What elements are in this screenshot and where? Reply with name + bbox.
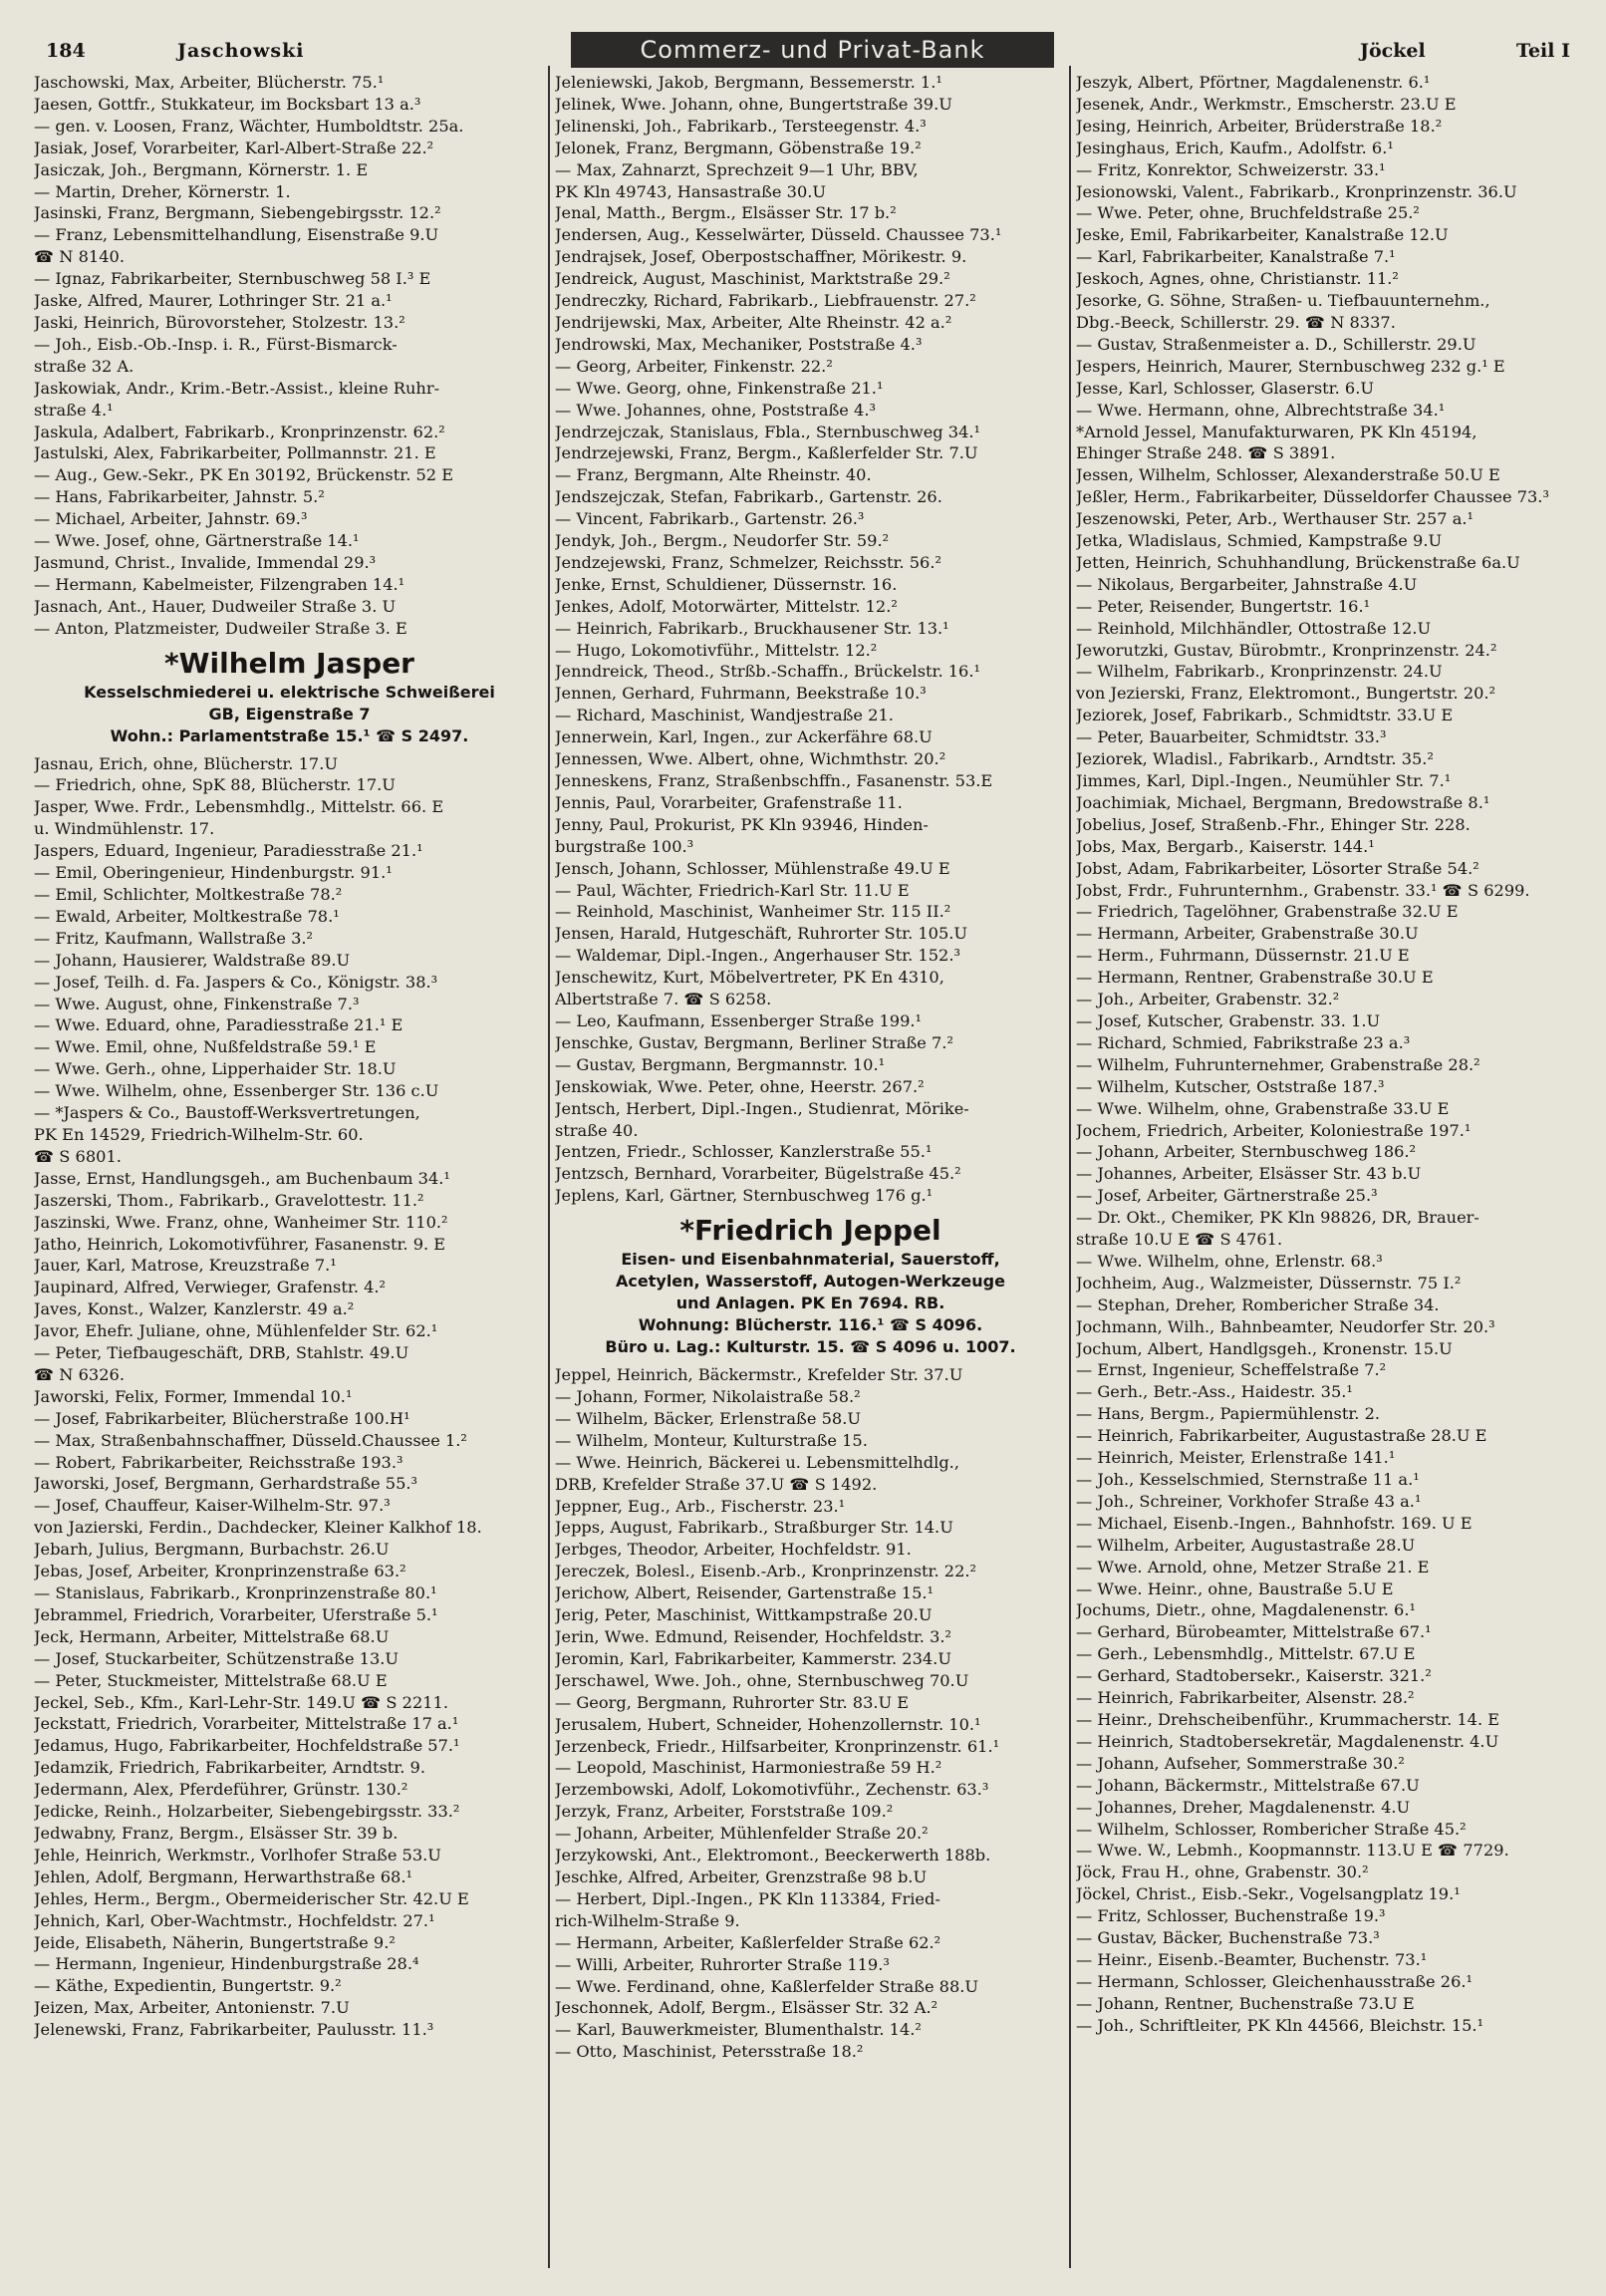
directory-entry: PK En 14529, Friedrich-Wilhelm-Str. 60. [34, 1124, 364, 1144]
directory-entry: Jeschke, Alfred, Arbeiter, Grenzstraße 98 b.U [555, 1866, 928, 1886]
directory-entry: — Wwe. Emil, ohne, Nußfeldstraße 59.¹ E [34, 1037, 377, 1057]
directory-entry: — Wilhelm, Arbeiter, Augustastraße 28.U [1076, 1535, 1416, 1555]
directory-entry: Jessen, Wilhelm, Schlosser, Alexanderstraße 50.U E [1076, 465, 1500, 485]
directory-entry: — Peter, Tiefbaugeschäft, DRB, Stahlstr. 49.U [34, 1343, 409, 1363]
directory-entry: Jelenewski, Franz, Fabrikarbeiter, Paulusstr. 11.³ [34, 2020, 434, 2040]
directory-entry: — Gustav, Bergmann, Bergmannstr. 10.¹ [555, 1054, 886, 1074]
directory-entry: Jochmann, Wilh., Bahnbeamter, Neudorfer Str. 20.³ [1076, 1316, 1495, 1336]
directory-entry: — Willi, Arbeiter, Ruhrorter Straße 119.³ [555, 1954, 890, 1974]
directory-entry: Jochum, Albert, Handlgsgeh., Kronenstr. 15.U [1076, 1338, 1453, 1358]
directory-entry: Jeppner, Eug., Arb., Fischerstr. 23.¹ [555, 1496, 846, 1516]
directory-entry: ☎ N 8140. [34, 247, 125, 267]
directory-entry: — Käthe, Expedientin, Bungertstr. 9.² [34, 1976, 342, 1996]
directory-entry: Jerichow, Albert, Reisender, Gartenstraße 15.¹ [555, 1583, 935, 1603]
entry-list [1076, 72, 1580, 2037]
directory-entry: Jesse, Karl, Schlosser, Glaserstr. 6.U [1076, 378, 1374, 398]
directory-entry: — gen. v. Loosen, Franz, Wächter, Humboldtstr. 25a. [34, 116, 464, 136]
directory-entry: Jasnau, Erich, ohne, Blücherstr. 17.U [34, 753, 338, 773]
entry-list [34, 72, 545, 640]
directory-entry: — Ewald, Arbeiter, Moltkestraße 78.¹ [34, 906, 340, 926]
directory-entry: — Heinrich, Fabrikarbeiter, Alsenstr. 28.² [1076, 1688, 1415, 1708]
directory-entry: — Josef, Kutscher, Grabenstr. 33. 1.U [1076, 1010, 1381, 1030]
directory-entry: Jendyk, Joh., Bergm., Neudorfer Str. 59.² [555, 531, 890, 551]
directory-entry: — Fritz, Schlosser, Buchenstraße 19.³ [1076, 1906, 1386, 1926]
directory-entry: — Karl, Fabrikarbeiter, Kanalstraße 7.¹ [1076, 247, 1396, 267]
directory-entry: Joachimiak, Michael, Bergmann, Bredowstraße 8.¹ [1076, 792, 1490, 812]
directory-entry: Jaupinard, Alfred, Verwieger, Grafenstr. 4.² [34, 1278, 387, 1297]
directory-entry: Jentzsch, Bernhard, Vorarbeiter, Bügelstraße 45.² [555, 1164, 961, 1184]
directory-entry: — Georg, Arbeiter, Finkenstr. 22.² [555, 356, 833, 376]
directory-entry: — Gerh., Betr.-Ass., Haidestr. 35.¹ [1076, 1382, 1353, 1402]
advertisement-friedrich-jeppel [555, 1213, 1066, 1358]
directory-entry: — Michael, Arbeiter, Jahnstr. 69.³ [34, 509, 308, 529]
directory-entry: Jeziorek, Josef, Fabrikarb., Schmidtstr. 33.U E [1076, 706, 1454, 725]
directory-entry: Jaskula, Adalbert, Fabrikarb., Kronprinzenstr. 62.² [34, 422, 445, 441]
directory-entry: Jetka, Wladislaus, Schmied, Kampstraße 9.U [1076, 531, 1443, 551]
directory-entry: — Peter, Bauarbeiter, Schmidtstr. 33.³ [1076, 727, 1387, 747]
directory-entry: — Aug., Gew.-Sekr., PK En 30192, Brückenstr. 52 E [34, 465, 454, 485]
directory-entry: — Nikolaus, Bergarbeiter, Jahnstraße 4.U [1076, 574, 1418, 594]
directory-entry: Jensen, Harald, Hutgeschäft, Ruhrorter Str. 105.U [555, 924, 968, 944]
page-number: 184 [46, 40, 86, 62]
directory-entry: — Dr. Okt., Chemiker, PK Kln 98826, DR, Brauer- [1076, 1208, 1479, 1228]
directory-entry: — Heinrich, Meister, Erlenstraße 141.¹ [1076, 1448, 1396, 1468]
column-2 [555, 72, 1066, 2063]
directory-entry: — Georg, Bergmann, Ruhrorter Str. 83.U E [555, 1692, 910, 1712]
directory-entry: Jeleniewski, Jakob, Bergmann, Bessemerstr. 1.¹ [555, 73, 942, 92]
directory-entry: Jeplens, Karl, Gärtner, Sternbuschweg 176 g.¹ [555, 1186, 934, 1206]
directory-entry: — Wwe. Arnold, ohne, Metzer Straße 21. E [1076, 1557, 1430, 1577]
directory-entry: Jerzykowski, Ant., Elektromont., Beeckerwerth 188b. [555, 1846, 991, 1866]
directory-entry: Jenschewitz, Kurt, Möbelvertreter, PK En 4310, [555, 968, 944, 988]
directory-entry: — Martin, Dreher, Körnerstr. 1. [34, 181, 291, 201]
directory-entry: — Johann, Former, Nikolaistraße 58.² [555, 1387, 861, 1407]
directory-entry: Dbg.-Beeck, Schillerstr. 29. ☎ N 8337. [1076, 312, 1396, 332]
directory-entry: Jehles, Herm., Bergm., Obermeiderischer Str. 42.U E [34, 1888, 469, 1908]
directory-entry: Jeßler, Herm., Fabrikarbeiter, Düsseldorfer Chaussee 73.³ [1076, 487, 1549, 507]
directory-entry: Jeizen, Max, Arbeiter, Antonienstr. 7.U [34, 1998, 350, 2018]
directory-entry: Jelinenski, Joh., Fabrikarb., Tersteegenstr. 4.³ [555, 116, 927, 136]
directory-entry: Jaskowiak, Andr., Krim.-Betr.-Assist., kleine Ruhr- [34, 378, 440, 398]
directory-entry: Jendrijewski, Max, Arbeiter, Alte Rheinstr. 42 a.² [555, 312, 952, 332]
directory-entry: — Johann, Rentner, Buchenstraße 73.U E [1076, 1993, 1415, 2013]
directory-entry: — Robert, Fabrikarbeiter, Reichsstraße 193.³ [34, 1452, 403, 1472]
directory-entry: — Heinr., Eisenb.-Beamter, Buchenstr. 73.¹ [1076, 1949, 1428, 1969]
directory-entry: Jespers, Heinrich, Maurer, Sternbuschweg 232 g.¹ E [1076, 356, 1505, 376]
directory-entry: Jeide, Elisabeth, Näherin, Bungertstraße 9.² [34, 1932, 396, 1952]
directory-entry: Jebrammel, Friedrich, Vorarbeiter, Uferstraße 5.¹ [34, 1604, 438, 1624]
directory-entry: — Reinhold, Milchhändler, Ottostraße 12.U [1076, 618, 1432, 638]
column-1 [34, 72, 545, 2041]
directory-entry: Ehinger Straße 248. ☎ S 3891. [1076, 443, 1336, 463]
directory-entry: Jenke, Ernst, Schuldiener, Düssernstr. 16. [555, 574, 898, 594]
directory-entry: — Wwe. Josef, ohne, Gärtnerstraße 14.¹ [34, 531, 360, 551]
directory-entry: Jeszyk, Albert, Pförtner, Magdalenenstr. 6.¹ [1076, 73, 1431, 92]
directory-entry: Jobst, Adam, Fabrikarbeiter, Lösorter Straße 54.² [1076, 858, 1479, 878]
part-label: Teil I [1516, 40, 1570, 62]
directory-entry: Jendreick, August, Maschinist, Marktstraße 29.² [555, 269, 950, 289]
directory-entry: Jaszinski, Wwe. Franz, ohne, Wanheimer Str. 110.² [34, 1212, 448, 1232]
directory-entry: — Wwe. W., Lebmh., Koopmannstr. 113.U E ☎ 7729. [1076, 1841, 1509, 1861]
directory-entry: Jaspers, Eduard, Ingenieur, Paradiesstraße 21.¹ [34, 841, 423, 861]
directory-entry: Jeckel, Seb., Kfm., Karl-Lehr-Str. 149.U ☎ S 2211. [34, 1692, 448, 1712]
directory-entry: — Heinr., Drehscheibenführ., Krummacherstr. 14. E [1076, 1709, 1500, 1729]
directory-entry: Jaske, Alfred, Maurer, Lothringer Str. 21 a.¹ [34, 291, 393, 311]
directory-entry: Jepps, August, Fabrikarb., Straßburger Str. 14.U [555, 1518, 953, 1538]
directory-entry: — Hermann, Schlosser, Gleichenhausstraße 26.¹ [1076, 1971, 1472, 1991]
directory-entry: — Hermann, Rentner, Grabenstraße 30.U E [1076, 968, 1434, 988]
directory-entry: — Joh., Eisb.-Ob.-Insp. i. R., Fürst-Bismarck- [34, 334, 398, 354]
directory-entry: — Wilhelm, Kutscher, Oststraße 187.³ [1076, 1076, 1385, 1096]
directory-entry: — Johann, Aufseher, Sommerstraße 30.² [1076, 1753, 1405, 1773]
directory-entry: — Johann, Hausierer, Waldstraße 89.U [34, 950, 351, 970]
directory-entry: Jennerwein, Karl, Ingen., zur Ackerfähre 68.U [555, 727, 933, 747]
directory-entry: — Emil, Schlichter, Moltkestraße 78.² [34, 885, 343, 904]
directory-entry: Jedermann, Alex, Pferdeführer, Grünstr. 130.² [34, 1780, 408, 1800]
directory-entry: — Fritz, Kaufmann, Wallstraße 3.² [34, 928, 314, 948]
directory-entry: Jaski, Heinrich, Bürovorsteher, Stolzestr. 13.² [34, 312, 405, 332]
directory-entry: Jeskoch, Agnes, ohne, Christianstr. 11.² [1076, 269, 1399, 289]
directory-entry: Jesenek, Andr., Werkmstr., Emscherstr. 23.U E [1076, 94, 1457, 114]
directory-entry: Jesing, Heinrich, Arbeiter, Brüderstraße 18.² [1076, 116, 1443, 136]
directory-entry: — Hermann, Kabelmeister, Filzengraben 14.¹ [34, 574, 405, 594]
directory-entry: Jedwabny, Franz, Bergm., Elsässer Str. 39 b. [34, 1823, 399, 1843]
directory-entry: — Ernst, Ingenieur, Scheffelstraße 7.² [1076, 1360, 1387, 1380]
directory-entry: Jenkes, Adolf, Motorwärter, Mittelstr. 12.² [555, 596, 898, 616]
directory-entry: — Wilhelm, Monteur, Kulturstraße 15. [555, 1430, 868, 1450]
directory-entry: — Wwe. Hermann, ohne, Albrechtstraße 34.¹ [1076, 400, 1446, 420]
directory-entry: Javor, Ehefr. Juliane, ohne, Mühlenfelder Str. 62.¹ [34, 1321, 438, 1341]
directory-entry: Jasinski, Franz, Bergmann, Siebengebirgsstr. 12.² [34, 203, 441, 223]
directory-entry: Jenschke, Gustav, Bergmann, Berliner Straße 7.² [555, 1032, 953, 1052]
directory-entry: Jerin, Wwe. Edmund, Reisender, Hochfeldstr. 3.² [555, 1627, 952, 1646]
directory-entry: Jendrowski, Max, Mechaniker, Poststraße 4.³ [555, 334, 923, 354]
directory-entry: Jedicke, Reinh., Holzarbeiter, Siebengebirgsstr. 33.² [34, 1802, 460, 1822]
ad-line: Kesselschmiederei u. elektrische Schweißerei [84, 682, 495, 702]
directory-entry: — Hans, Bergm., Papiermühlenstr. 2. [1076, 1404, 1381, 1424]
directory-entry: Jerschawel, Wwe. Joh., ohne, Sternbuschweg 70.U [555, 1670, 969, 1690]
running-head-left: Jaschowski [177, 40, 305, 62]
directory-entry: straße 40. [555, 1120, 639, 1140]
directory-entry: Jenny, Paul, Prokurist, PK Kln 93946, Hinden- [555, 814, 929, 834]
directory-entry: Jeworutzki, Gustav, Bürobmtr., Kronprinzenstr. 24.² [1076, 640, 1497, 660]
directory-entry: Jöck, Frau H., ohne, Grabenstr. 30.² [1076, 1863, 1369, 1882]
directory-entry: — Gustav, Bäcker, Buchenstraße 73.³ [1076, 1928, 1380, 1948]
directory-entry: Jasse, Ernst, Handlungsgeh., am Buchenbaum 34.¹ [34, 1168, 450, 1188]
directory-entry: — Waldemar, Dipl.-Ingen., Angerhauser Str. 152.³ [555, 946, 960, 966]
entry-list [34, 753, 545, 2041]
directory-entry: Jobs, Max, Bergarb., Kaiserstr. 144.¹ [1076, 836, 1375, 856]
directory-entry: Javes, Konst., Walzer, Kanzlerstr. 49 a.² [34, 1299, 355, 1319]
directory-entry: Jehlen, Adolf, Bergmann, Herwarthstraße 68.¹ [34, 1866, 412, 1886]
directory-entry: — Gustav, Straßenmeister a. D., Schillerstr. 29.U [1076, 334, 1476, 354]
directory-entry: Jendszejczak, Stefan, Fabrikarb., Gartenstr. 26. [555, 487, 942, 507]
directory-entry: PK Kln 49743, Hansastraße 30.U [555, 181, 827, 201]
column-3 [1076, 72, 1580, 2037]
directory-entry: — Hans, Fabrikarbeiter, Jahnstr. 5.² [34, 487, 325, 507]
directory-entry: — Paul, Wächter, Friedrich-Karl Str. 11.U E [555, 880, 910, 900]
directory-entry: Jendersen, Aug., Kesselwärter, Düsseld. Chaussee 73.¹ [555, 225, 1002, 245]
directory-entry: Jochem, Friedrich, Arbeiter, Koloniestraße 197.¹ [1076, 1120, 1472, 1140]
directory-entry: — Herm., Fuhrmann, Düssernstr. 21.U E [1076, 946, 1410, 966]
directory-entry: Albertstraße 7. ☎ S 6258. [555, 990, 772, 1009]
directory-entry: Jaesen, Gottfr., Stukkateur, im Bocksbart 13 a.³ [34, 94, 421, 114]
directory-entry: straße 32 A. [34, 356, 134, 376]
directory-entry: — Stephan, Dreher, Rombericher Straße 34. [1076, 1294, 1440, 1314]
directory-entry: Jendrajsek, Josef, Oberpostschaffner, Mörikestr. 9. [555, 247, 967, 267]
directory-entry: — Leo, Kaufmann, Essenberger Straße 199.¹ [555, 1010, 922, 1030]
directory-entry: Jehnich, Karl, Ober-Wachtmstr., Hochfeldstr. 27.¹ [34, 1910, 435, 1930]
directory-entry: Jeck, Hermann, Arbeiter, Mittelstraße 68.U [34, 1626, 390, 1646]
directory-entry: Jensch, Johann, Schlosser, Mühlenstraße 49.U E [555, 858, 950, 878]
directory-entry: Jerig, Peter, Maschinist, Wittkampstraße 20.U [555, 1605, 933, 1625]
directory-entry: Jesinghaus, Erich, Kaufm., Adolfstr. 6.¹ [1076, 138, 1394, 157]
directory-entry: von Jezierski, Franz, Elektromont., Bungertstr. 20.² [1076, 684, 1496, 704]
ad-line: Eisen- und Eisenbahnmaterial, Sauerstoff, [621, 1250, 1000, 1270]
ad-name: *Friedrich Jeppel [679, 1214, 941, 1248]
directory-entry: Jelonek, Franz, Bergmann, Göbenstraße 19.² [555, 138, 922, 157]
directory-entry: — Josef, Arbeiter, Gärtnerstraße 25.³ [1076, 1186, 1378, 1206]
directory-entry: ☎ S 6801. [34, 1146, 122, 1166]
directory-entry: straße 4.¹ [34, 400, 114, 420]
directory-entry: — Reinhold, Maschinist, Wanheimer Str. 115 II.² [555, 902, 951, 922]
directory-entry: Jerzembowski, Adolf, Lokomotivführ., Zechenstr. 63.³ [555, 1780, 989, 1800]
directory-entry: — Johann, Bäckermstr., Mittelstraße 67.U [1076, 1775, 1420, 1795]
advertisement-wilhelm-jasper [34, 646, 545, 747]
directory-entry: — Josef, Fabrikarbeiter, Blücherstraße 100.H¹ [34, 1408, 410, 1428]
directory-entry: — Friedrich, ohne, SpK 88, Blücherstr. 17.U [34, 775, 396, 795]
directory-entry: Jochums, Dietr., ohne, Magdalenenstr. 6.¹ [1076, 1600, 1416, 1620]
directory-entry: Jebarh, Julius, Bergmann, Burbachstr. 26.U [34, 1540, 390, 1560]
directory-entry: *Arnold Jessel, Manufakturwaren, PK Kln 45194, [1076, 422, 1477, 441]
directory-entry: — Hermann, Arbeiter, Grabenstraße 30.U [1076, 924, 1419, 944]
directory-entry: ☎ N 6326. [34, 1364, 125, 1384]
directory-entry: — Wwe. Peter, ohne, Bruchfeldstraße 25.² [1076, 203, 1420, 223]
directory-entry: Jebas, Josef, Arbeiter, Kronprinzenstraße 63.² [34, 1562, 406, 1581]
directory-entry: — Michael, Eisenb.-Ingen., Bahnhofstr. 169. U E [1076, 1513, 1472, 1533]
directory-entry: Jatho, Heinrich, Lokomotivführer, Fasanenstr. 9. E [34, 1234, 446, 1254]
directory-entry: — Wwe. August, ohne, Finkenstraße 7.³ [34, 994, 360, 1013]
directory-entry: — Gerh., Lebensmhdlg., Mittelstr. 67.U E [1076, 1644, 1416, 1664]
directory-entry: — Josef, Stuckarbeiter, Schützenstraße 13.U [34, 1648, 400, 1668]
directory-entry: — Wwe. Georg, ohne, Finkenstraße 21.¹ [555, 378, 884, 398]
directory-entry: — Wilhelm, Bäcker, Erlenstraße 58.U [555, 1408, 861, 1428]
ad-line: Acetylen, Wasserstoff, Autogen-Werkzeuge [616, 1272, 1005, 1292]
directory-entry: Jobelius, Josef, Straßenb.-Fhr., Ehinger Str. 228. [1076, 814, 1471, 834]
directory-entry: rich-Wilhelm-Straße 9. [555, 1910, 740, 1930]
directory-entry: — Heinrich, Fabrikarbeiter, Augustastraße 28.U E [1076, 1426, 1487, 1446]
directory-entry: Jauer, Karl, Matrose, Kreuzstraße 7.¹ [34, 1256, 337, 1276]
directory-entry: Jehle, Heinrich, Werkmstr., Vorlhofer Straße 53.U [34, 1845, 441, 1865]
directory-entry: — Richard, Schmied, Fabrikstraße 23 a.³ [1076, 1032, 1411, 1052]
directory-entry: Jedamzik, Friedrich, Fabrikarbeiter, Arndtstr. 9. [34, 1758, 425, 1778]
directory-entry: — Joh., Kesselschmied, Sternstraße 11 a.¹ [1076, 1470, 1420, 1489]
ad-line: Wohnung: Blücherstr. 116.¹ ☎ S 4096. [638, 1315, 983, 1335]
directory-entry: — Wwe. Wilhelm, ohne, Essenberger Str. 136 c.U [34, 1081, 439, 1101]
ad-line: Wohn.: Parlamentstraße 15.¹ ☎ S 2497. [110, 725, 469, 745]
directory-entry: Jentsch, Herbert, Dipl.-Ingen., Studienrat, Mörike- [555, 1098, 969, 1118]
directory-entry: Jentzen, Friedr., Schlosser, Kanzlerstraße 55.¹ [555, 1142, 933, 1162]
directory-entry: Jereczek, Bolesl., Eisenb.-Arb., Kronprinzenstr. 22.² [555, 1562, 977, 1581]
directory-entry: Jaschowski, Max, Arbeiter, Blücherstr. 75.¹ [34, 73, 385, 92]
directory-entry: Jetten, Heinrich, Schuhhandlung, Brückenstraße 6a.U [1076, 552, 1520, 572]
directory-entry: Jeppel, Heinrich, Bäckermstr., Krefelder Str. 37.U [555, 1365, 963, 1385]
ad-name: *Wilhelm Jasper [164, 646, 414, 680]
directory-entry: Jerzenbeck, Friedr., Hilfsarbeiter, Kronprinzenstr. 61.¹ [555, 1736, 1000, 1756]
directory-entry: Jeszenowski, Peter, Arb., Werthauser Str. 257 a.¹ [1076, 509, 1473, 529]
directory-entry: straße 10.U E ☎ S 4761. [1076, 1230, 1283, 1250]
directory-entry: u. Windmühlenstr. 17. [34, 819, 215, 839]
directory-entry: — Herbert, Dipl.-Ingen., PK Kln 113384, Fried- [555, 1888, 940, 1908]
directory-entry: — Friedrich, Tagelöhner, Grabenstraße 32.U E [1076, 902, 1459, 922]
directory-entry: — Fritz, Konrektor, Schweizerstr. 33.¹ [1076, 159, 1386, 179]
directory-entry: Jendreczky, Richard, Fabrikarb., Liebfrauenstr. 27.² [555, 291, 976, 311]
directory-entry: — Heinrich, Stadtobersekretär, Magdalenenstr. 4.U [1076, 1731, 1499, 1751]
directory-entry: — Richard, Maschinist, Wandjestraße 21. [555, 706, 894, 725]
directory-entry: — Franz, Lebensmittelhandlung, Eisenstraße 9.U [34, 225, 439, 245]
directory-entry: — Max, Straßenbahnschaffner, Düsseld.Chaussee 1.² [34, 1430, 467, 1450]
directory-entry: Jesionowski, Valent., Fabrikarb., Kronprinzenstr. 36.U [1076, 181, 1517, 201]
directory-entry: Jasnach, Ant., Hauer, Dudweiler Straße 3. U [34, 596, 397, 616]
directory-entry: Jennen, Gerhard, Fuhrmann, Beekstraße 10.³ [555, 684, 927, 704]
running-head-right: Jöckel [1360, 40, 1426, 62]
directory-entry: — Wwe. Heinrich, Bäckerei u. Lebensmittelhdlg., [555, 1452, 959, 1472]
directory-entry: — Wilhelm, Schlosser, Rombericher Straße 45.² [1076, 1819, 1467, 1839]
entry-list [555, 1364, 1066, 2063]
directory-entry: — Wwe. Wilhelm, ohne, Grabenstraße 33.U E [1076, 1098, 1450, 1118]
directory-entry: — Vincent, Fabrikarb., Gartenstr. 26.³ [555, 509, 865, 529]
directory-entry: — Joh., Schriftleiter, PK Kln 44566, Bleichstr. 15.¹ [1076, 2015, 1484, 2035]
directory-entry: — Wwe. Johannes, ohne, Poststraße 4.³ [555, 400, 876, 420]
ad-line: Büro u. Lag.: Kulturstr. 15. ☎ S 4096 u. 1007. [605, 1337, 1016, 1357]
directory-entry: — Wwe. Wilhelm, ohne, Erlenstr. 68.³ [1076, 1251, 1383, 1271]
directory-entry: Jeschonnek, Adolf, Bergm., Elsässer Str. 32 A.² [555, 1998, 938, 2018]
directory-entry: Jenneskens, Franz, Straßenbschffn., Fasanenstr. 53.E [555, 771, 993, 790]
directory-entry: Jerzyk, Franz, Arbeiter, Forststraße 109.² [555, 1802, 894, 1822]
directory-entry: von Jazierski, Ferdin., Dachdecker, Kleiner Kalkhof 18. [34, 1518, 482, 1538]
directory-entry: — Anton, Platzmeister, Dudweiler Straße 3. E [34, 618, 407, 638]
directory-entry: DRB, Krefelder Straße 37.U ☎ S 1492. [555, 1474, 878, 1494]
directory-entry: — Emil, Oberingenieur, Hindenburgstr. 91.¹ [34, 863, 393, 883]
directory-entry: Jerusalem, Hubert, Schneider, Hohenzollernstr. 10.¹ [555, 1714, 981, 1734]
directory-entry: — Johann, Arbeiter, Sternbuschweg 186.² [1076, 1142, 1417, 1162]
directory-entry: — Peter, Stuckmeister, Mittelstraße 68.U E [34, 1670, 388, 1690]
directory-entry: Jasiczak, Joh., Bergmann, Körnerstr. 1. E [34, 159, 369, 179]
directory-entry: Jedamus, Hugo, Fabrikarbeiter, Hochfeldstraße 57.¹ [34, 1736, 460, 1756]
directory-entry: Jasiak, Josef, Vorarbeiter, Karl-Albert-Straße 22.² [34, 138, 434, 157]
directory-entry: Jeske, Emil, Fabrikarbeiter, Kanalstraße 12.U [1076, 225, 1449, 245]
directory-entry: Jimmes, Karl, Dipl.-Ingen., Neumühler Str. 7.¹ [1076, 771, 1452, 790]
directory-entry: — Wilhelm, Fabrikarb., Kronprinzenstr. 24.U [1076, 662, 1443, 682]
directory-entry: — Joh., Schreiner, Vorkhofer Straße 43 a.¹ [1076, 1491, 1422, 1511]
directory-entry: — Wwe. Heinr., ohne, Baustraße 5.U E [1076, 1578, 1394, 1598]
directory-entry: Jenndreick, Theod., Strßb.-Schaffn., Brückelstr. 16.¹ [555, 662, 980, 682]
directory-entry: Jelinek, Wwe. Johann, ohne, Bungertstraße 39.U [555, 94, 952, 114]
directory-entry: — Ignaz, Fabrikarbeiter, Sternbuschweg 58 I.³ E [34, 269, 431, 289]
directory-entry: Jochheim, Aug., Walzmeister, Düssernstr. 75 I.² [1076, 1273, 1462, 1292]
ad-line: GB, Eigenstraße 7 [208, 704, 371, 723]
directory-entry: — Leopold, Maschinist, Harmoniestraße 59 H.² [555, 1758, 942, 1778]
directory-entry: — Karl, Bauwerkmeister, Blumenthalstr. 14.² [555, 2020, 922, 2040]
directory-entry: — Franz, Bergmann, Alte Rheinstr. 40. [555, 465, 872, 485]
directory-entry: — Wwe. Gerh., ohne, Lipperhaider Str. 18.U [34, 1059, 397, 1079]
directory-entry: — Hermann, Ingenieur, Hindenburgstraße 28.⁴ [34, 1954, 419, 1974]
directory-entry: — Wwe. Eduard, ohne, Paradiesstraße 21.¹ E [34, 1015, 403, 1035]
directory-entry: — Gerhard, Stadtobersekr., Kaiserstr. 321.² [1076, 1666, 1432, 1686]
directory-entry: Jenskowiak, Wwe. Peter, ohne, Heerstr. 267.² [555, 1076, 925, 1096]
directory-entry: — Hermann, Arbeiter, Kaßlerfelder Straße 62.² [555, 1932, 941, 1952]
directory-entry: — Gerhard, Bürobeamter, Mittelstraße 67.¹ [1076, 1622, 1432, 1642]
directory-entry: Jendrzejewski, Franz, Bergm., Kaßlerfelder Str. 7.U [555, 443, 978, 463]
directory-entry: — Stanislaus, Fabrikarb., Kronprinzenstraße 80.¹ [34, 1583, 437, 1602]
column-rule [1069, 66, 1071, 2268]
directory-entry: — Josef, Teilh. d. Fa. Jaspers & Co., Königstr. 38.³ [34, 972, 438, 992]
directory-entry: Jennis, Paul, Vorarbeiter, Grafenstraße 11. [555, 792, 903, 812]
directory-entry: — Heinrich, Fabrikarb., Bruckhausener Str. 13.¹ [555, 618, 949, 638]
directory-entry: Jendzejewski, Franz, Schmelzer, Reichsstr. 56.² [555, 552, 941, 572]
directory-entry: — Josef, Chauffeur, Kaiser-Wilhelm-Str. 97.³ [34, 1496, 391, 1516]
directory-entry: — Otto, Maschinist, Petersstraße 18.² [555, 2042, 864, 2062]
directory-entry: Jaszerski, Thom., Fabrikarb., Gravelottestr. 11.² [34, 1190, 424, 1210]
directory-entry: — Johannes, Arbeiter, Elsässer Str. 43 b.U [1076, 1164, 1422, 1184]
directory-entry: Jenal, Matth., Bergm., Elsässer Str. 17 b.² [555, 203, 897, 223]
directory-entry: Jendrzejczak, Stanislaus, Fbla., Sternbuschweg 34.¹ [555, 422, 981, 441]
directory-entry: Jeromin, Karl, Fabrikarbeiter, Kammerstr. 234.U [555, 1648, 951, 1668]
directory-entry: — Max, Zahnarzt, Sprechzeit 9—1 Uhr, BBV, [555, 159, 919, 179]
directory-entry: Jeckstatt, Friedrich, Vorarbeiter, Mittelstraße 17 a.¹ [34, 1714, 459, 1734]
directory-entry: Jaworski, Felix, Former, Immendal 10.¹ [34, 1386, 353, 1406]
directory-entry: Jöckel, Christ., Eisb.-Sekr., Vogelsangplatz 19.¹ [1076, 1884, 1461, 1904]
directory-entry: Jasper, Wwe. Frdr., Lebensmhdlg., Mittelstr. 66. E [34, 797, 444, 817]
directory-entry: — Wwe. Ferdinand, ohne, Kaßlerfelder Straße 88.U [555, 1976, 979, 1996]
directory-entry: Jesorke, G. Söhne, Straßen- u. Tiefbauunternehm., [1076, 291, 1490, 311]
directory-entry: Jerbges, Theodor, Arbeiter, Hochfeldstr. 91. [555, 1540, 912, 1560]
page-header [30, 32, 1584, 72]
directory-entry: — Peter, Reisender, Bungertstr. 16.¹ [1076, 596, 1371, 616]
directory-entry: Jobst, Frdr., Fuhrunternhm., Grabenstr. 33.¹ ☎ S 6299. [1076, 880, 1530, 900]
directory-entry: — Wilhelm, Fuhrunternehmer, Grabenstraße 28.² [1076, 1054, 1480, 1074]
entry-list [555, 72, 1066, 1207]
directory-entry: Jasmund, Christ., Invalide, Immendal 29.³ [34, 552, 377, 572]
ad-line: und Anlagen. PK En 7694. RB. [675, 1293, 945, 1313]
directory-entry: Jastulski, Alex, Fabrikarbeiter, Pollmannstr. 21. E [34, 443, 436, 463]
directory-entry: — *Jaspers & Co., Baustoff-Werksvertretungen, [34, 1103, 420, 1123]
directory-entry: Jeziorek, Wladisl., Fabrikarb., Arndtstr. 35.² [1076, 749, 1434, 769]
directory-entry: — Johannes, Dreher, Magdalenenstr. 4.U [1076, 1797, 1411, 1817]
directory-entry: — Johann, Arbeiter, Mühlenfelder Straße 20.² [555, 1824, 929, 1844]
directory-entry: burgstraße 100.³ [555, 836, 694, 856]
directory-entry: — Hugo, Lokomotivführ., Mittelstr. 12.² [555, 640, 878, 660]
bank-advert-banner: Commerz- und Privat-Bank [571, 32, 1054, 68]
column-rule [548, 66, 550, 2268]
directory-entry: Jennessen, Wwe. Albert, ohne, Wichmthstr. 20.² [555, 749, 946, 769]
directory-entry: Jaworski, Josef, Bergmann, Gerhardstraße 55.³ [34, 1474, 418, 1494]
directory-entry: — Joh., Arbeiter, Grabenstr. 32.² [1076, 990, 1340, 1009]
